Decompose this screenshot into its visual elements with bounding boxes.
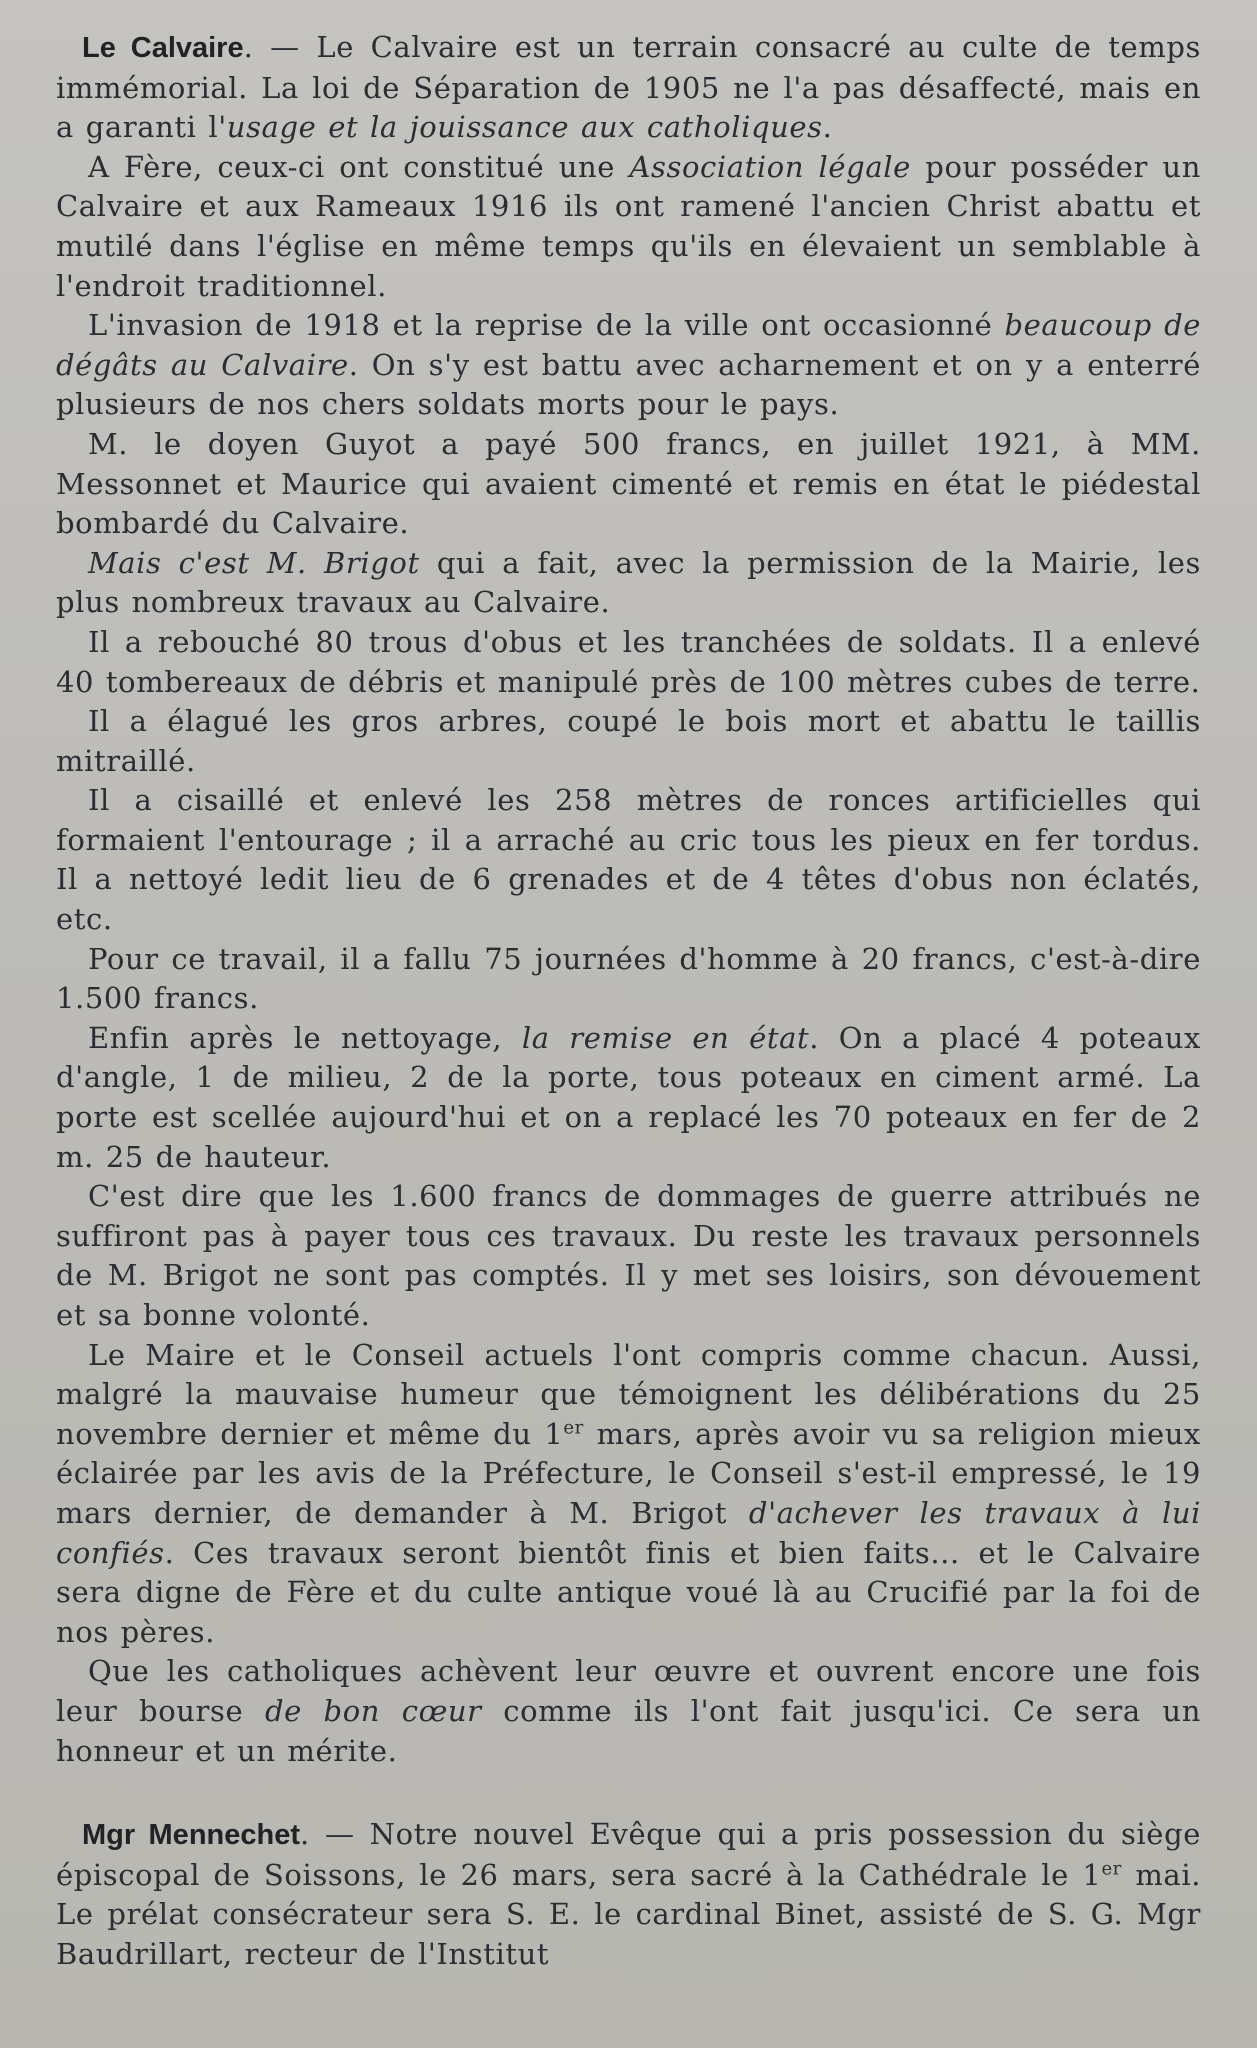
paragraph-catholiques: Que les catholiques achèvent leur œuvre et ouvrent encore une fois leur bourse de bon cœur comme ils l'ont fait jusqu'ici. Ce sera un honneur et un mérite. — [56, 1654, 1201, 1768]
paragraph-trous-obus: Il a rebouché 80 trous d'obus et les tranchées de soldats. Il a enlevé 40 tombereaux de débris et manipulé près de 100 mètres cubes de terre. — [56, 624, 1201, 699]
section-heading-calvaire: Le Calvaire — [82, 32, 244, 64]
text-column — [56, 28, 1201, 1975]
paragraph-dommages: C'est dire que les 1.600 francs de dommages de guerre attribués ne suffiront pas à payer tous ces travaux. Du reste les travaux personnels de M. Brigot ne sont pas comptés. Il y met ses loisirs, son dévouement et sa bonne volonté. — [56, 1179, 1201, 1332]
paragraph-brigot: Mais c'est M. Brigot qui a fait, avec la permission de la Mairie, les plus nombreux travaux au Calvaire. — [56, 545, 1202, 620]
paragraph-mennechet: Mgr Mennechet. — Notre nouvel Evêque qui a pris possession du siège épiscopal de Soissons, le 26 mars, sera sacré à la Cathédrale le 1er mai. Le prélat consécrateur sera S. E. le cardinal Binet, assisté de S. G. Mgr Baudrillart, recteur de l'Institut — [56, 1817, 1202, 1971]
paragraph-journees: Pour ce travail, il a fallu 75 journées d'homme à 20 francs, c'est-à-dire 1.500 francs. — [56, 941, 1201, 1016]
paragraph-invasion: L'invasion de 1918 et la reprise de la ville ont occasionné beaucoup de dégâts au Calvaire. On s'y est battu avec acharnement et on y a enterré plusieurs de nos chers soldats morts pour le pays. — [56, 308, 1201, 422]
paragraph-maire-conseil: Le Maire et le Conseil actuels l'ont compris comme chacun. Aussi, malgré la mauvaise humeur que témoignent les délibérations du 25 novembre dernier et même du 1er mars, après avoir vu sa religion mieux éclairée par les avis de la Préfecture, le Conseil s'est-il empressé, le 19 mars dernier, de demander à M. Brigot d'achever les travaux à lui confiés. Ces travaux seront bientôt finis et bien faits... et le Calvaire sera digne de Fère et du culte antique voué là au Crucifié par la foi de nos pères. — [56, 1337, 1201, 1649]
paragraph-elagage: Il a élagué les gros arbres, coupé le bois mort et abattu le taillis mitraillé. — [56, 704, 1201, 778]
paragraph-calvaire-intro: Le Calvaire. — Le Calvaire est un terrain consacré au culte de temps immémorial. La loi de Séparation de 1905 ne l'a pas désaffecté, mais en a garanti l'usage et la jouissance aux catholiques. — [56, 30, 1201, 145]
paragraph-remise-en-etat: Enfin après le nettoyage, la remise en état. On a placé 4 poteaux d'angle, 1 de milieu, 2 de la porte, tous poteaux en ciment armé. La porte est scellée aujourd'hui et on a replacé les 70 poteaux en fer de 2 m. 25 de hauteur. — [56, 1020, 1201, 1174]
section-gap — [56, 1771, 1201, 1815]
section-heading-mennechet: Mgr Mennechet — [82, 1819, 300, 1852]
paragraph-ronces: Il a cisaillé et enlevé les 258 mètres de ronces artificielles qui formaient l'entourage ; il a arraché au cric tous les pieux en fer tordus. Il a nettoyé ledit lieu de 6 grenades et de 4 têtes d'obus non éclatés, etc. — [56, 783, 1201, 937]
paragraph-association: A Fère, ceux-ci ont constitué une Association légale pour posséder un Calvaire et aux Rameaux 1916 ils ont ramené l'ancien Christ abattu et mutilé dans l'église en même temps qu'ils en élevaient un semblable à l'endroit traditionnel. — [56, 149, 1201, 303]
paragraph-doyen-guyot: M. le doyen Guyot a payé 500 francs, en juillet 1921, à MM. Messonnet et Maurice qui avaient cimenté et remis en état le piédestal bombardé du Calvaire. — [56, 426, 1201, 541]
